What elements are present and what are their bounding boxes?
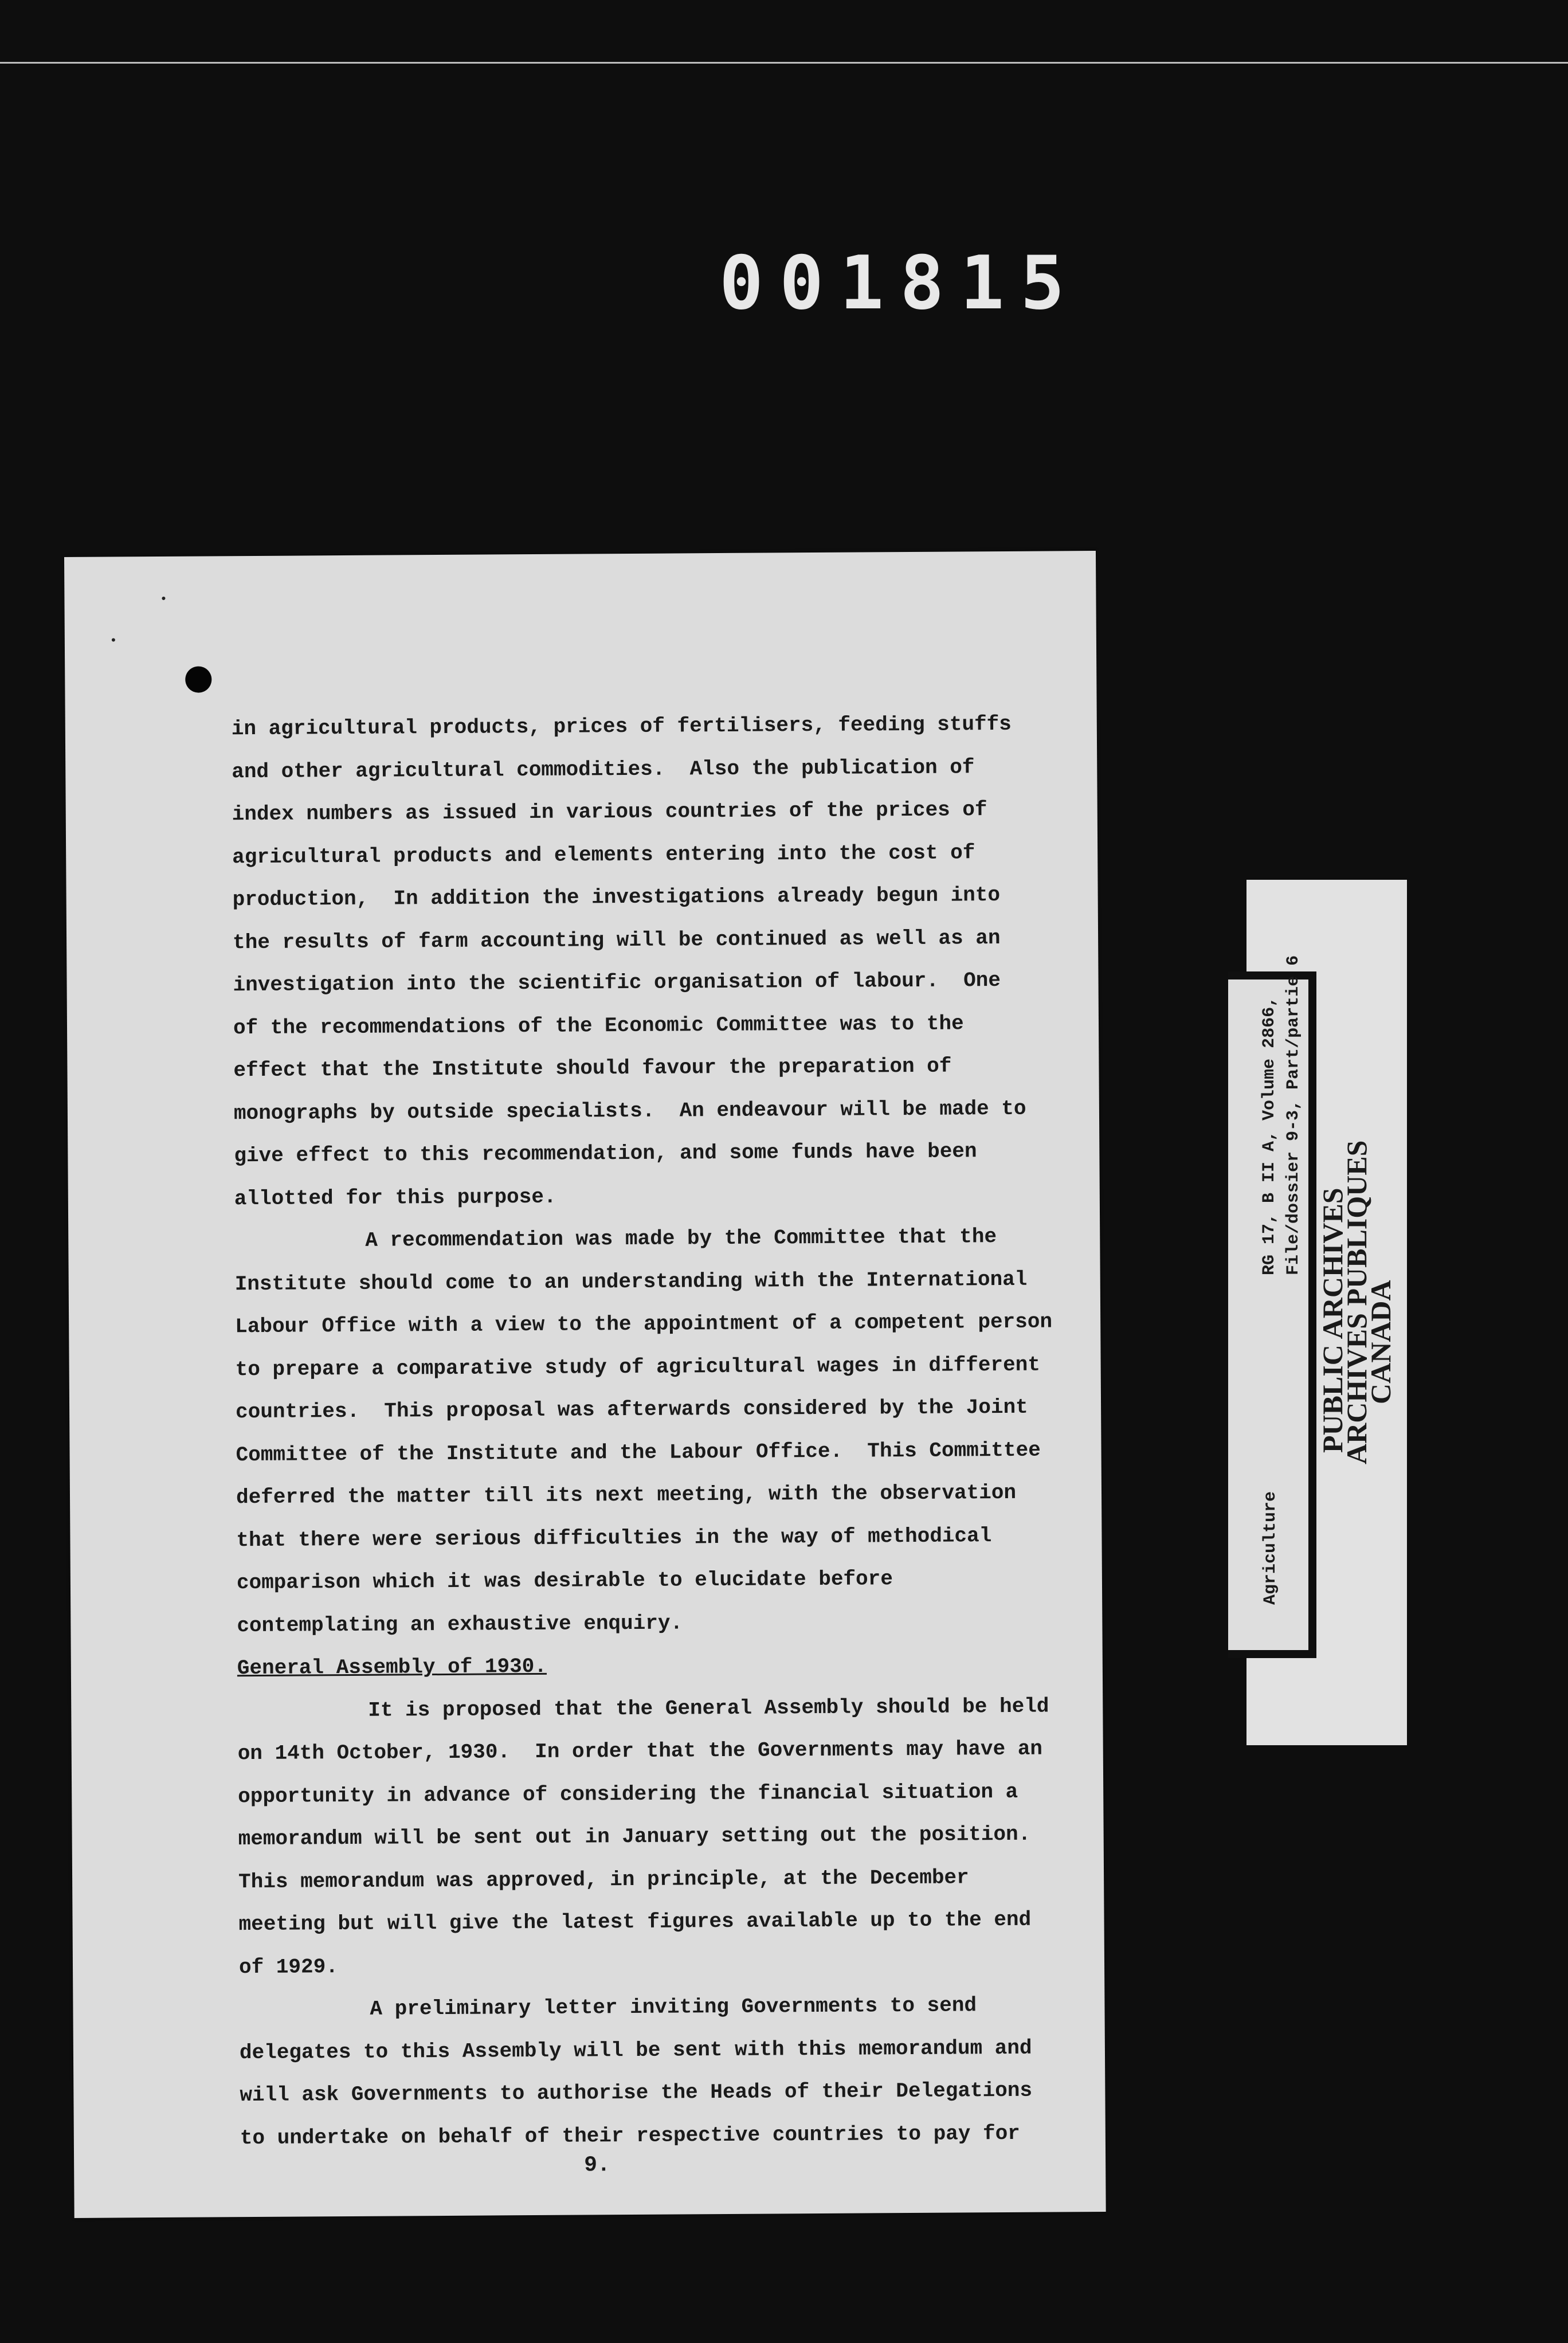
label-subject: Agriculture	[1261, 1491, 1280, 1605]
text-line: Committee of the Institute and the Labour Office. This Committee	[236, 1438, 1041, 1467]
text-line: index numbers as issued in various countries of the prices of	[232, 798, 987, 826]
text-line: Institute should come to an understanding with the International	[234, 1267, 1028, 1296]
text-line: memorandum will be sent out in January setting out the position.	[238, 1822, 1031, 1851]
text-line: in agricultural products, prices of fertilisers, feeding stuffs	[231, 712, 1012, 741]
text-line: agricultural products and elements entering into the cost of	[232, 840, 975, 869]
text-line: effect that the Institute should favour the preparation of	[233, 1054, 952, 1083]
text-line: A preliminary letter inviting Governments to send	[370, 1993, 977, 2021]
text-line: comparison which it was desirable to elucidate before	[236, 1567, 893, 1595]
text-line: meeting but will give the latest figures available up to the end	[238, 1907, 1032, 1937]
page-speck	[112, 638, 115, 641]
punch-hole	[185, 666, 211, 692]
label-archive-line1: PUBLIC ARCHIVES	[1316, 1188, 1349, 1453]
text-line: deferred the matter till its next meeting, with the observation	[236, 1480, 1017, 1510]
text-line: to prepare a comparative study of agricultural wages in different	[235, 1353, 1040, 1381]
label-reference-line1: RG 17, B II A, Volume 2866,	[1260, 996, 1279, 1275]
text-line: the results of farm accounting will be continued as well as an	[232, 926, 1001, 954]
text-line: countries. This proposal was afterwards considered by the Joint	[235, 1395, 1028, 1424]
text-line: that there were serious difficulties in the way of methodical	[236, 1523, 992, 1552]
text-line: give effect to this recommendation, and some funds have been	[234, 1139, 977, 1168]
text-line: of 1929.	[238, 1954, 338, 1979]
document-page	[64, 551, 1106, 2218]
text-line: allotted for this purpose.	[234, 1185, 556, 1210]
text-line: contemplating an exhaustive enquiry.	[237, 1611, 683, 1637]
section-heading: General Assembly of 1930.	[237, 1654, 547, 1680]
text-line: Labour Office with a view to the appointment of a competent person	[235, 1310, 1053, 1339]
text-line: investigation into the scientific organisation of labour. One	[233, 969, 1001, 997]
text-line: will ask Governments to authorise the Heads of their Delegations	[240, 2078, 1033, 2107]
text-line: on 14th October, 1930. In order that the Governments may have an	[237, 1737, 1043, 1766]
label-archive-line2: ARCHIVES PUBLIQUES	[1340, 1140, 1373, 1464]
document-body	[232, 703, 1106, 2160]
page-speck	[162, 597, 165, 600]
text-line: of the recommendations of the Economic Committee was to the	[233, 1011, 964, 1040]
text-line: monographs by outside specialists. An endeavour will be made to	[233, 1096, 1026, 1125]
text-line: to undertake on behalf of their respective countries to pay for	[240, 2121, 1020, 2150]
text-line: This memorandum was approved, in principle, at the December	[238, 1865, 969, 1894]
text-line: opportunity in advance of considering the financial situation a	[238, 1780, 1018, 1808]
text-line: and other agricultural commodities. Also the publication of	[232, 755, 975, 783]
text-line: It is proposed that the General Assembly should be held	[368, 1694, 1049, 1722]
page-number: 9.	[584, 2153, 610, 2178]
label-reference-line2: File/dossier 9-3, Part/partie 6	[1284, 955, 1303, 1275]
film-edge-line	[0, 62, 1568, 64]
text-line: delegates to this Assembly will be sent with this memorandum and	[239, 2036, 1032, 2064]
text-line: A recommendation was made by the Committee that the	[365, 1225, 997, 1252]
label-archive-line3: CANADA	[1365, 1280, 1397, 1404]
frame-number: 001815	[719, 241, 1081, 326]
text-line: production, In addition the investigations already begun into	[232, 883, 1001, 912]
